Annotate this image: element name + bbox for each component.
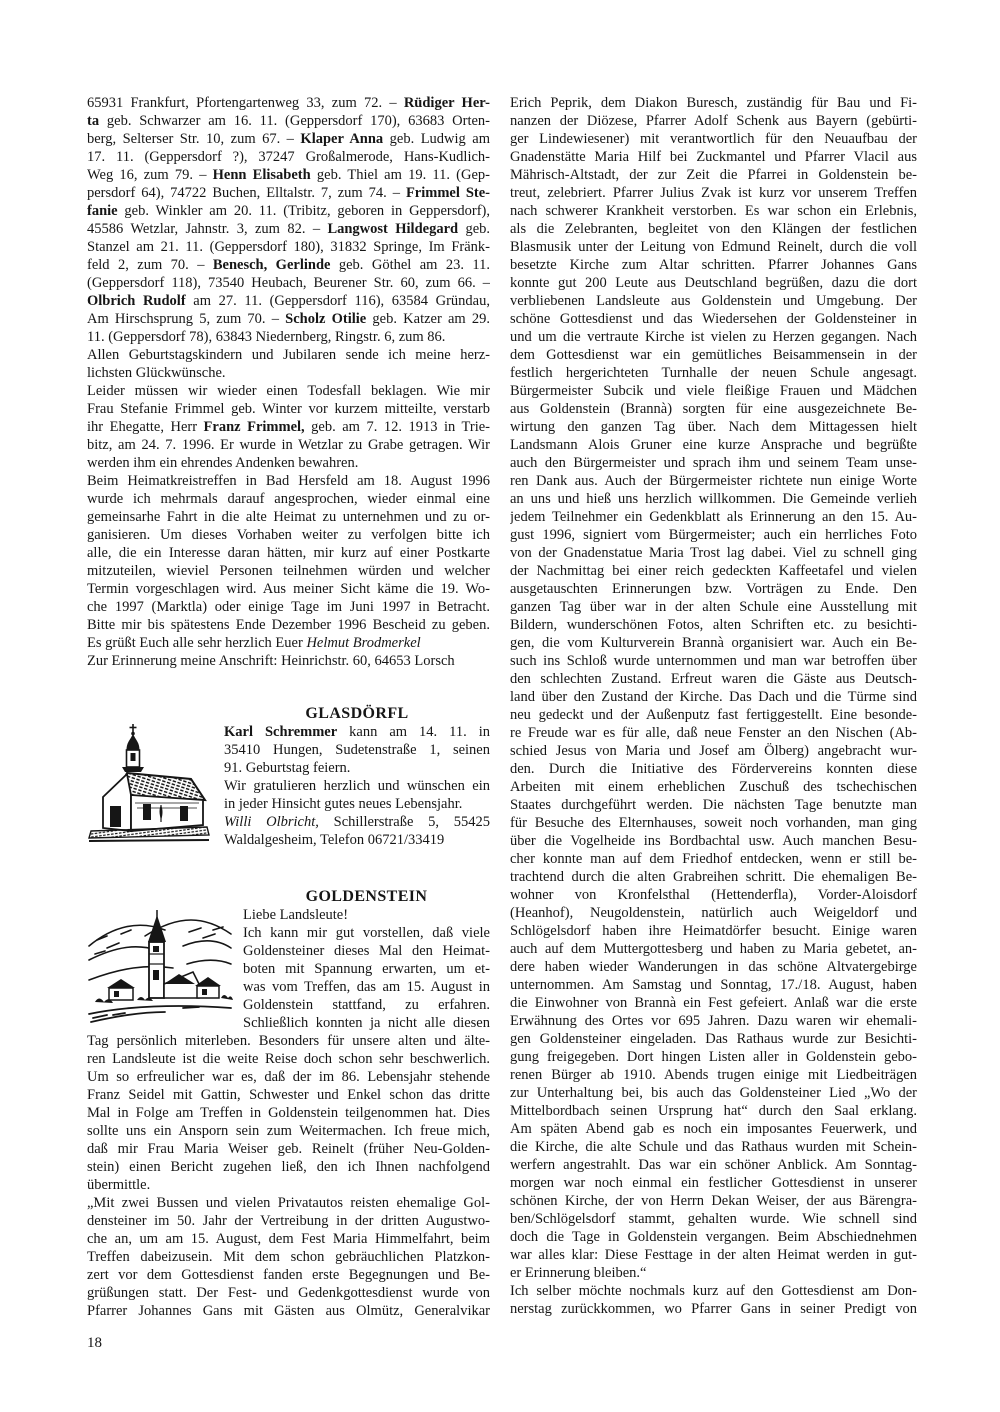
text-line: lichsten Glückwünsche. xyxy=(87,365,226,381)
text-line: Karl Schremmer kann am 14. 11. in xyxy=(224,724,490,740)
glasdoerfl-heading: GLASDÖRFL xyxy=(305,705,409,722)
text-line: Bitte mir bis spätestens Ende Dezember 1996 Bescheid zu geben. xyxy=(87,617,490,633)
text-line: was vom Treffen, das am 15. August in xyxy=(243,979,490,995)
text-line: Erwähnung des Ortes vor 695 Jahren. Dazu waren wir ehemali- xyxy=(510,1013,917,1029)
text-line: Tag persönlich miterleben. Besonders für unsere alten und älte- xyxy=(87,1033,490,1049)
text-line: dem Gottesdienst war ein gemütliches Beisammensein in der xyxy=(510,347,917,363)
text-line: treut, zelebriert. Pfarrer Julius Zvak ist kurz vor unserem Treffen xyxy=(510,185,917,201)
text-line: schöne Gottesdienst und das Wiedersehen der Goldensteiner in xyxy=(510,311,917,327)
text-line: Staates durchgeführt werden. Die nächsten Tage benutzte man xyxy=(510,797,917,813)
text-line: den. Durch die Initiative des Fördervereins konnten diese xyxy=(510,761,917,777)
glasdoerfl-section xyxy=(87,705,490,849)
text-line: die Einwohner von Brannà ein Fest gefeiert. Anlaß war die erste xyxy=(510,995,917,1011)
text-line: festlich hergerichteten Turnhalle der neuen Schule angesagt. xyxy=(510,365,917,381)
text-line: nerstag zurückkommen, wo Pfarrer Gans in seiner Predigt von xyxy=(510,1301,917,1317)
text-line: Willi Olbricht, Schillerstraße 5, 55425 xyxy=(224,814,490,830)
village-drawing xyxy=(87,902,233,1026)
text-line: Mittelbordbach seinen Ursprung hat“ durch den Saal erklang. xyxy=(510,1103,917,1119)
glasdoerfl-lines xyxy=(224,723,490,849)
text-line: Ich selber möchte nochmals kurz auf den Gottesdienst am Don- xyxy=(510,1283,917,1299)
text-line: konnte gut 200 Leute aus Deutschland begrüßen, dazu die dort xyxy=(510,275,917,291)
text-line: Allen Geburtstagskindern und Jubilaren sende ich meine herz- xyxy=(87,347,490,363)
text-line: Beim Heimatkreistreffen in Bad Hersfeld am 18. August 1996 xyxy=(87,473,490,489)
text-line: über die Vogelheide ins Bordbachtal usw. Auch manchen Besu- xyxy=(510,833,917,849)
goldenstein-side-lines xyxy=(243,906,490,1032)
goldenstein-heading: GOLDENSTEIN xyxy=(305,888,428,905)
text-line: Weg 16, zum 79. – Henn Elisabeth geb. Thiel am 19. 11. (Gep- xyxy=(87,167,490,183)
text-line: Zur Erinnerung meine Anschrift: Heinrichstr. 60, 64653 Lorsch xyxy=(87,653,455,669)
text-line: der Nachmittag bei einer reich gedeckten Kaffeetafel und vielen xyxy=(510,563,917,579)
text-line: Wir gratulieren herzlich und wünschen ein xyxy=(224,778,490,794)
text-line: 65931 Frankfurt, Pfortengartenweg 33, zum 72. – Rüdiger Her- xyxy=(87,95,490,111)
text-line: Termin vorgeschlagen wird. Aus meiner Sicht käme die 19. Wo- xyxy=(87,581,490,597)
text-line: wohner von Kronfelsthal (Hettenderfla), Vorder-Aloisdorf xyxy=(510,887,917,903)
text-line: ganzen Tag über war in der alten Schule eine Ausstellung mit xyxy=(510,599,917,615)
text-line: Blasmusik unter der Leitung von Edmund Reinelt, durch die voll xyxy=(510,239,917,255)
text-line: gen, die vom Kulturverein Brannà organisiert war. Auch ein Be- xyxy=(510,635,917,651)
text-line: Goldenstein stattfand, zu erfahren. xyxy=(243,997,490,1013)
goldenstein-full-text xyxy=(87,1032,490,1320)
text-line: ta geb. Schwarzer am 16. 11. (Geppersdorf 170), 63683 Orten- xyxy=(87,113,490,129)
text-line: ren Dank aus. Auch der Bürgermeister richtete nun einige Worte xyxy=(510,473,917,489)
text-line: morgen war noch einmal ein festlicher Gottesdienst in unserer xyxy=(510,1175,917,1191)
text-line: renen Bürger ab 1910. Abends trugen einige mit Liedbeiträgen xyxy=(510,1067,917,1083)
text-line: berg, Selterser Str. 10, zum 67. – Klaper Anna geb. Ludwig am xyxy=(87,131,490,147)
text-line: Frau Stefanie Frimmel geb. Winter vor kurzem mitteilte, verstarb xyxy=(87,401,490,417)
text-line: unternommen. Am Samstag und Sonntag, 17./18. August, haben xyxy=(510,977,917,993)
text-line: 91. Geburtstag feiern. xyxy=(224,760,351,776)
text-line: gemeinsarhe Fahrt in die alte Heimat zu unternehmen und zu or- xyxy=(87,509,490,525)
text-line: für Besuche des Elternhauses, soweit noch vorhanden, man ging xyxy=(510,815,917,831)
text-line: auch auf dem Muttergottesberg und haben zu Maria gebetet, an- xyxy=(510,941,917,957)
text-line: schönen Kirche, der von Herrn Dekan Weiser, der aus Bärengra- xyxy=(510,1193,917,1209)
village-illustration xyxy=(87,888,243,1032)
text-line: che an, um am 15. August, dem Fest Maria Himmelfahrt, beim xyxy=(87,1231,490,1247)
text-line: Arbeiten mit einem erheblichen Zuschuß des tschechischen xyxy=(510,779,917,795)
text-line: 45586 Wetzlar, Jahnstr. 3, zum 82. – Langwost Hildegard geb. xyxy=(87,221,490,237)
text-line: Mal in Folge am Treffen in Goldenstein teilgenommen hat. Dies xyxy=(87,1105,490,1121)
text-line: Bildern, wunderschönen Fotos, alten Schriften etc. zu besichti- xyxy=(510,617,917,633)
text-line: cher konnte man auf dem Friedhof entdecken, wenn er still be- xyxy=(510,851,917,867)
text-line: aus Goldenstein (Brannà) sorgten für eine ausgezeichnete Be- xyxy=(510,401,917,417)
text-line: nach schwerer Krankheit verstorben. Es war schon ein Erlebnis, xyxy=(510,203,917,219)
text-line: Schlögelsdorf haben ihre Heimatdörfer besucht. Einige waren xyxy=(510,923,917,939)
text-line: ren Landsleute ist die weite Reise doch schon sehr beschwerlich. xyxy=(87,1051,490,1067)
text-line: land über den Zustand der Kirche. Das Dach und die Türme sind xyxy=(510,689,917,705)
text-line: auch den Bürgermeister und sprach ihm und seinem Team unse- xyxy=(510,455,917,471)
text-line: er Erinnerung bleiben.“ xyxy=(510,1265,647,1281)
text-line: Pfarrer Johannes Gans mit Gästen aus Olmütz, Generalvikar xyxy=(87,1303,490,1319)
text-line: boten mit Spannung erwarten, um et- xyxy=(243,961,490,977)
text-line: mitzuteilen, wieviel Personen teilnehmen würden und welcher xyxy=(87,563,490,579)
text-line: Bürgermeister Subcik und viele fleißige Frauen und Mädchen xyxy=(510,383,917,399)
text-line: als die Zelebranten, begleitet von den Klängen der festlichen xyxy=(510,221,917,237)
text-line: stein) einen Bericht zugehen ließ, den ich Ihnen nachfolgend xyxy=(87,1159,490,1175)
text-line: Gnadenstätte Maria Hilf bei Zuckmantel und Pfarrer Vlacil aus xyxy=(510,149,917,165)
text-line: gung freigegeben. Dort hingen Listen aller in Goldenstein gebo- xyxy=(510,1049,917,1065)
text-line: doch die Tage in Goldenstein vergangen. Beim Abschiednehmen xyxy=(510,1229,917,1245)
text-line: Mährisch-Altstadt, der zur Zeit die Pfarrei in Goldenstein be- xyxy=(510,167,917,183)
text-line: such ins Schloß wurde unternommen und man war betroffen über xyxy=(510,653,917,669)
text-line: war alles klar: Diese Festtage in der alten Heimat werden in gut- xyxy=(510,1247,917,1263)
text-line: zert vor dem Gottesdienst fanden erste Begegnungen und Be- xyxy=(87,1267,490,1283)
goldenstein-section xyxy=(87,888,490,1032)
text-line: Leider müssen wir wieder einen Todesfall beklagen. Wie mir xyxy=(87,383,490,399)
text-line: gust 1996, signiert vom Bürgermeister; auch ein herrliches Foto xyxy=(510,527,917,543)
text-line: nanzen der Diözese, Pfarrer Adolf Schenk aus Bayern (gebürti- xyxy=(510,113,917,129)
right-column xyxy=(510,94,917,1318)
birthday-and-news-text xyxy=(87,94,490,670)
text-line: besetzte Kirche zum Altar schritten. Pfarrer Johannes Gans xyxy=(510,257,917,273)
text-line: ger Lindewiesener) mit verantwortlich für den Neuaufbau der xyxy=(510,131,917,147)
text-line: daß mir Frau Maria Weiser geb. Reinelt (früher Neu-Golden- xyxy=(87,1141,490,1157)
text-line: Franz Seidel mit Gattin, Schwester und Enkel schon das dritte xyxy=(87,1087,490,1103)
text-line: in jeder Hinsicht gutes neues Lebensjahr. xyxy=(224,796,463,812)
text-line: werfern angestrahlt. Das war ein schöner Anblick. Am Sonntag- xyxy=(510,1157,917,1173)
text-line: Waldalgesheim, Telefon 06721/33419 xyxy=(224,832,445,848)
text-line: und um die vertraute Kirche ist vielen zu Herzen gegangen. Nach xyxy=(510,329,917,345)
goldenstein-text xyxy=(243,888,490,1032)
text-line: 17. 11. (Geppersdorf ?), 37247 Großalmerode, Hans-Kudlich- xyxy=(87,149,490,165)
text-line: dere haben wieder Wanderungen in das schöne Altvatergebirge xyxy=(510,959,917,975)
text-line: trachtend durch die alten Grabreihen schritt. Die ehemaligen Be- xyxy=(510,869,917,885)
text-line: (Heanhof), Neugoldenstein, natürlich auch Weigeldorf und xyxy=(510,905,917,921)
text-line: Landsmann Alois Gruner eine kurze Ansprache und begrüßte xyxy=(510,437,917,453)
text-line: Treffen dabeizusein. Mit dem schon gebräuchlichen Platzkon- xyxy=(87,1249,490,1265)
text-line: werden ihm ein ehrendes Andenken bewahren. xyxy=(87,455,359,471)
text-line: jedem Teilnehmer ein Gedenkblatt als Erinnerung an den 15. Au- xyxy=(510,509,917,525)
text-line: Olbrich Rudolf am 27. 11. (Geppersdorf 116), 63584 Gründau, xyxy=(87,293,490,309)
text-line: ausgetauschten Erinnerungen bzw. Vorträgen zu Ende. Den xyxy=(510,581,917,597)
text-line: persdorf 64), 74722 Buchen, Elltalstr. 7, zum 74. – Frimmel Ste- xyxy=(87,185,490,201)
left-column xyxy=(87,94,490,1320)
text-line: re Freude war es für alle, daß neue Fenster an den Nischen (Ab- xyxy=(510,725,917,741)
text-line: Stanzel am 21. 11. (Geppersdorf 180), 31832 Springe, Im Fränk- xyxy=(87,239,490,255)
text-line: fanie geb. Winkler am 20. 11. (Tribitz, geboren in Geppersdorf), xyxy=(87,203,490,219)
text-line: „Mit zwei Bussen und vielen Privatautos reisten ehemalige Gol- xyxy=(87,1195,490,1211)
text-line: zur Unterhaltung bei, bis auch das Goldensteiner Lied „Wo der xyxy=(510,1085,917,1101)
text-line: an uns und hieß uns herzlich willkommen. Die Gemeinde verlieh xyxy=(510,491,917,507)
text-line: ganisieren. Um dieses Vorhaben weiter zu verfolgen bitte ich xyxy=(87,527,490,543)
text-line: Ich kann mir gut vorstellen, daß viele xyxy=(243,925,490,941)
text-line: den schlechten Zustand. Erfreut waren die Gäste aus Deutsch- xyxy=(510,671,917,687)
text-line: verbliebenen Landsleute aus Goldenstein und Umgebung. Der xyxy=(510,293,917,309)
text-line: Goldensteiner dieses Mal den Heimat- xyxy=(243,943,490,959)
text-line: Am Hirschsprung 5, zum 70. – Scholz Otilie geb. Katzer am 29. xyxy=(87,311,490,327)
text-line: Liebe Landsleute! xyxy=(243,907,349,923)
right-column-text xyxy=(510,94,917,1318)
text-line: neu gedeckt und der Außenputz fast fertiggestellt. Eine besonde- xyxy=(510,707,917,723)
text-line: von der Gnadenstatue Maria Trost lag dabei. Viel zu schnell ging xyxy=(510,545,917,561)
text-line: wirtung den ganzen Tag über. Nach dem Mittagessen hielt xyxy=(510,419,917,435)
text-line: ihr Ehegatte, Herr Franz Frimmel, geb. am 7. 12. 1913 in Trie- xyxy=(87,419,490,435)
text-line: Es grüßt Euch alle sehr herzlich Euer Helmut Brodmerkel xyxy=(87,635,421,651)
text-line: wurde ich mehrmals darauf angesprochen, wieder einmal eine xyxy=(87,491,490,507)
text-line: che 1997 (Marktla) oder einige Tage im Juni 1997 in Betracht. xyxy=(87,599,490,615)
text-line: Am späten Abend gab es noch ein imposantes Feuerwerk, und xyxy=(510,1121,917,1137)
text-line: densteiner im 50. Jahr der Vertreibung in der dritten Augustwo- xyxy=(87,1213,490,1229)
chapel-illustration xyxy=(87,705,224,849)
chapel-drawing xyxy=(87,721,212,843)
text-line: ben/Schlögelsdorf stammt, gehalten wurde. Wie schnell sind xyxy=(510,1211,917,1227)
text-line: die Kirche, die alte Schule und das Rathaus wurden mit Schein- xyxy=(510,1139,917,1155)
text-line: Erich Peprik, dem Diakon Buresch, zuständig für Bau und Fi- xyxy=(510,95,917,111)
text-line: 35410 Hungen, Sudetenstraße 1, seinen xyxy=(224,742,490,758)
text-line: Schließlich konnten ja nicht alle diesen xyxy=(243,1015,490,1031)
text-line: alle, die ein Interesse daran hätten, mir kurz auf einer Postkarte xyxy=(87,545,490,561)
text-line: (Geppersdorf 118), 73540 Heubach, Beurener Str. 60, zum 66. – xyxy=(87,275,490,291)
text-line: schied Jesus von Maria und Josef am Ölberg) angebracht wur- xyxy=(510,743,917,759)
text-line: Um so erfreulicher war es, daß der im 86. Lebensjahr stehende xyxy=(87,1069,490,1085)
text-line: gen Goldensteiner eingeladen. Das Rathaus wurde zur Besichti- xyxy=(510,1031,917,1047)
text-line: feld 2, zum 70. – Benesch, Gerlinde geb. Göthel am 23. 11. xyxy=(87,257,490,273)
glasdoerfl-text xyxy=(224,705,490,849)
text-line: 11. (Geppersdorf 78), 63843 Niedernberg, Ringstr. 6, zum 86. xyxy=(87,329,446,345)
text-line: sollte uns ein Ansporn sein zum Weitermachen. Ich freue mich, xyxy=(87,1123,490,1139)
page-number: 18 xyxy=(87,1335,102,1351)
text-line: bitz, am 24. 7. 1996. Er wurde in Wetzlar zu Grabe getragen. Wir xyxy=(87,437,490,453)
text-line: grüßungen statt. Der Fest- und Gedenkgottesdienst wurde von xyxy=(87,1285,490,1301)
text-line: übermittle. xyxy=(87,1177,151,1193)
